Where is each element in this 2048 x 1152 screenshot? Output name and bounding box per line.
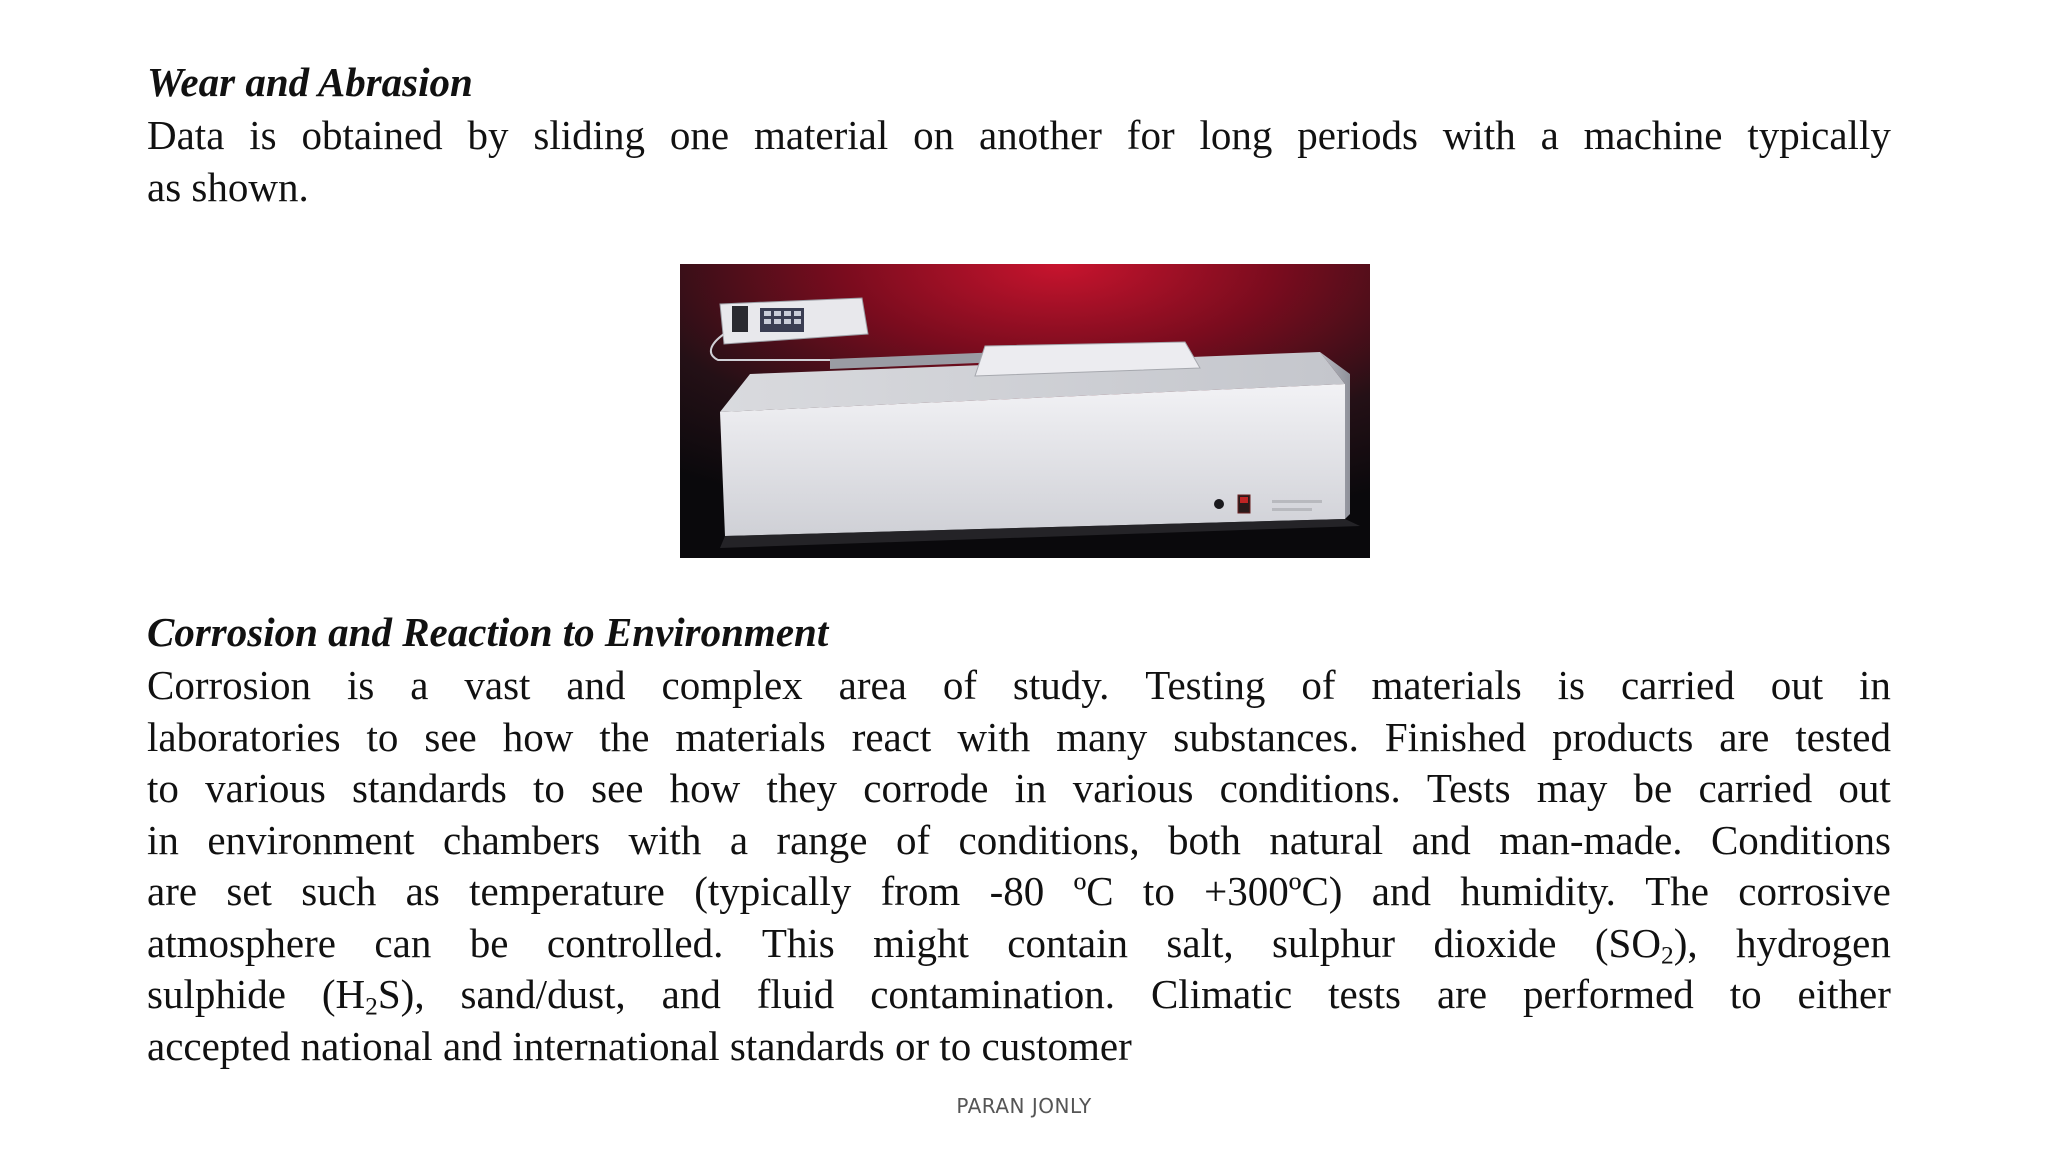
paragraph-corrosion [147,660,1891,1072]
section-heading-wear: Wear and Abrasion [147,59,473,105]
abrasion-tester-photo [680,264,1370,558]
paragraph-line: are set such as temperature (typically from -80 ºC to +300ºC) and humidity. The corrosive [147,868,1891,914]
section-heading-corrosion: Corrosion and Reaction to Environment [147,609,829,655]
paragraph-line: in environment chambers with a range of conditions, both natural and man-made. Conditions [147,816,1891,863]
paragraph-line: as shown. [147,163,309,210]
paragraph-line: laboratories to see how the materials react with many substances. Finished products are tested [147,713,1891,760]
paragraph-line: atmosphere can be controlled. This might contain salt, sulphur dioxide $(SO_2)$, hydrogen [147,919,1891,969]
paragraph-wear [147,110,1891,213]
paragraph-line: to various standards to see how they corrode in various conditions. Tests may be carried out [147,765,1891,811]
paragraph-line: Corrosion is a vast and complex area of study. Testing of materials is carried out in [147,662,1891,708]
footer-author: PARAN JONLY [956,1094,1092,1118]
paragraph-line: accepted national and international standards or to customer [147,1022,1132,1069]
abrasion-tester-machine-icon [680,264,1370,558]
paragraph-line: sulphide $(H_2S)$, sand/dust, and fluid contamination. Climatic tests are performed to either [147,971,1891,1021]
paragraph-line: Data is obtained by sliding one material on another for long periods with a machine typically [147,112,1891,158]
